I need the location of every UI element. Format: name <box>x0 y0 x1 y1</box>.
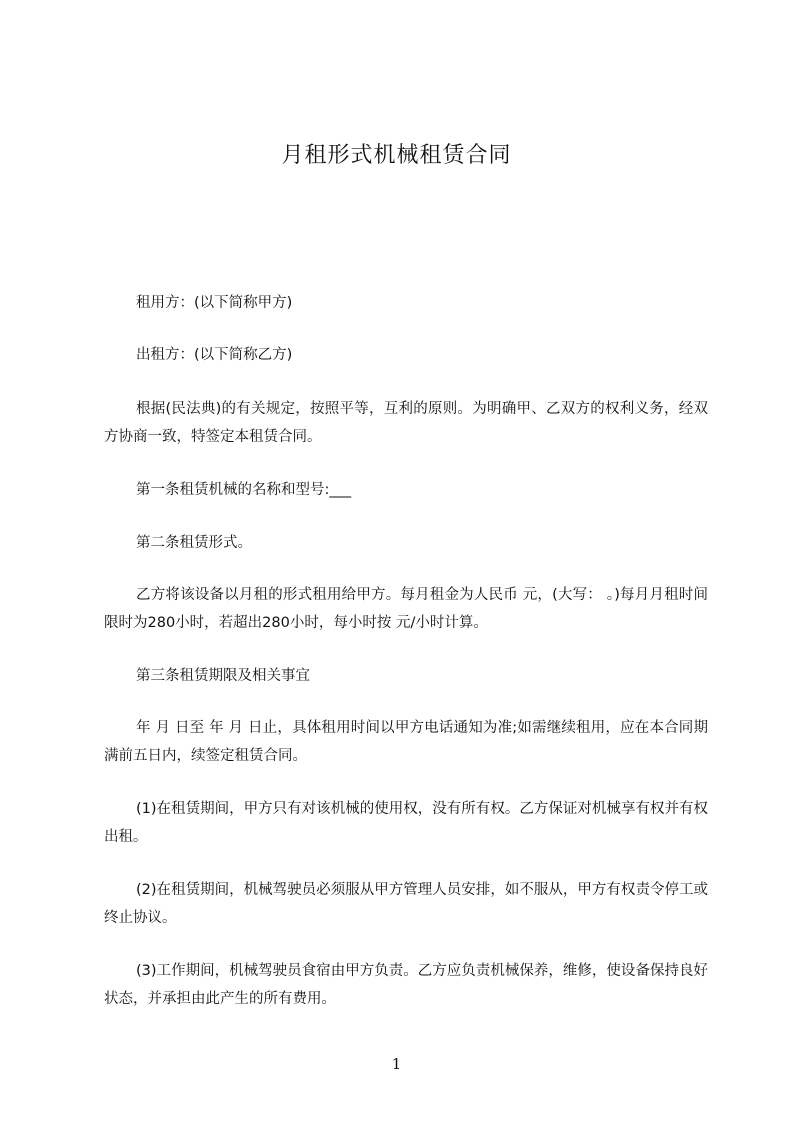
paragraph-clause-3 <box>104 957 708 1013</box>
paragraph-article-1: 第一条租赁机械的名称和型号:___ <box>136 482 352 498</box>
paragraph-preamble-text: 根据(民法典)的有关规定，按照平等，互利的原则。为明确甲、乙双方的权利义务，经双方协商一致，特签定本租赁合同。 <box>104 401 708 445</box>
paragraph-rental-form-text: 乙方将该设备以月租的形式租用给甲方。每月租金为人民币 元，(大写： 。)每月月租时间限时为280小时，若超出280小时，每小时按 元/小时计算。 <box>104 587 708 631</box>
paragraph-clause-1-text: (1)在租赁期间，甲方只有对该机械的使用权，没有所有权。乙方保证对机械享有权并有权出租。 <box>104 801 708 845</box>
page-number: 1 <box>391 1055 402 1073</box>
paragraph-clause-2-text: (2)在租赁期间，机械驾驶员必须服从甲方管理人员安排，如不服从，甲方有权责令停工或终止协议。 <box>104 882 708 926</box>
paragraph-preamble <box>104 395 708 451</box>
paragraph-article-2: 第二条租赁形式。 <box>136 535 252 551</box>
paragraph-clause-1 <box>104 795 708 851</box>
paragraph-rental-form <box>104 581 708 637</box>
paragraph-term-text: 年 月 日至 年 月 日止，具体租用时间以甲方电话通知为准;如需继续租用，应在本合同期满前五日内，续签定租赁合同。 <box>104 720 708 764</box>
paragraph-article-3: 第三条租赁期限及相关事宜 <box>136 668 310 684</box>
paragraph-lessee: 租用方：(以下简称甲方) <box>136 295 293 311</box>
document-title: 月租形式机械租赁合同 <box>281 143 512 168</box>
paragraph-clause-3-text: (3)工作期间，机械驾驶员食宿由甲方负责。乙方应负责机械保养，维修，使设备保持良好状态，并承担由此产生的所有费用。 <box>104 963 708 1007</box>
paragraph-term <box>104 714 708 770</box>
paragraph-clause-2 <box>104 876 708 932</box>
paragraph-lessor: 出租方：(以下简称乙方) <box>136 347 293 363</box>
